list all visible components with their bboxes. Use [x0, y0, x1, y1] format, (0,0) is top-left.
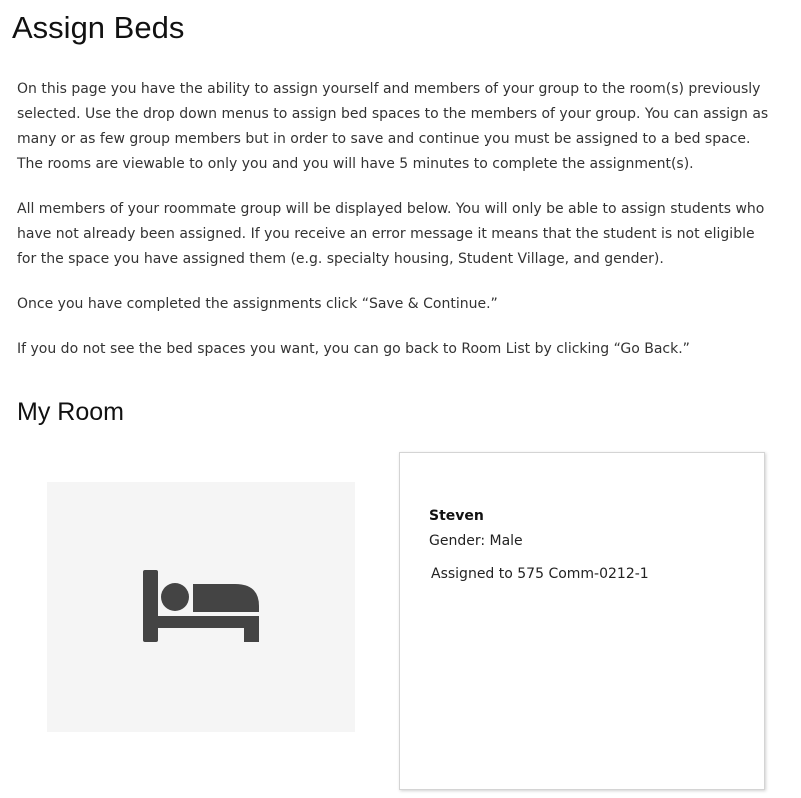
page-title: Assign Beds	[12, 10, 185, 45]
intro-text	[17, 77, 777, 382]
intro-paragraph: All members of your roommate group will be displayed below. You will only be able to assign students who have not already been assigned. If you receive an error message it means that the student is not eligible for the space you have assigned them (e.g. specialty housing, Student Village, and gender).	[17, 201, 765, 267]
intro-paragraph: On this page you have the ability to assign yourself and members of your group to the room(s) previously selected. Use the drop down menus to assign bed spaces to the members of your group. You can assign as many or as few group members but in order to save and continue you must be assigned to a bed space. The rooms are viewable to only you and you will have 5 minutes to complete the assignment(s).	[17, 81, 769, 172]
intro-paragraph: If you do not see the bed spaces you want, you can go back to Room List by clicking “Go Back.”	[17, 341, 690, 357]
room-image-placeholder	[47, 482, 355, 732]
bed-icon	[143, 570, 259, 644]
roommate-card	[399, 452, 765, 790]
my-room-heading: My Room	[17, 398, 124, 426]
student-gender: Gender: Male	[429, 533, 523, 549]
intro-paragraph: Once you have completed the assignments click “Save & Continue.”	[17, 296, 498, 312]
bed-assignment-text: Assigned to 575 Comm-0212-1	[431, 566, 649, 582]
student-name: Steven	[429, 508, 484, 524]
